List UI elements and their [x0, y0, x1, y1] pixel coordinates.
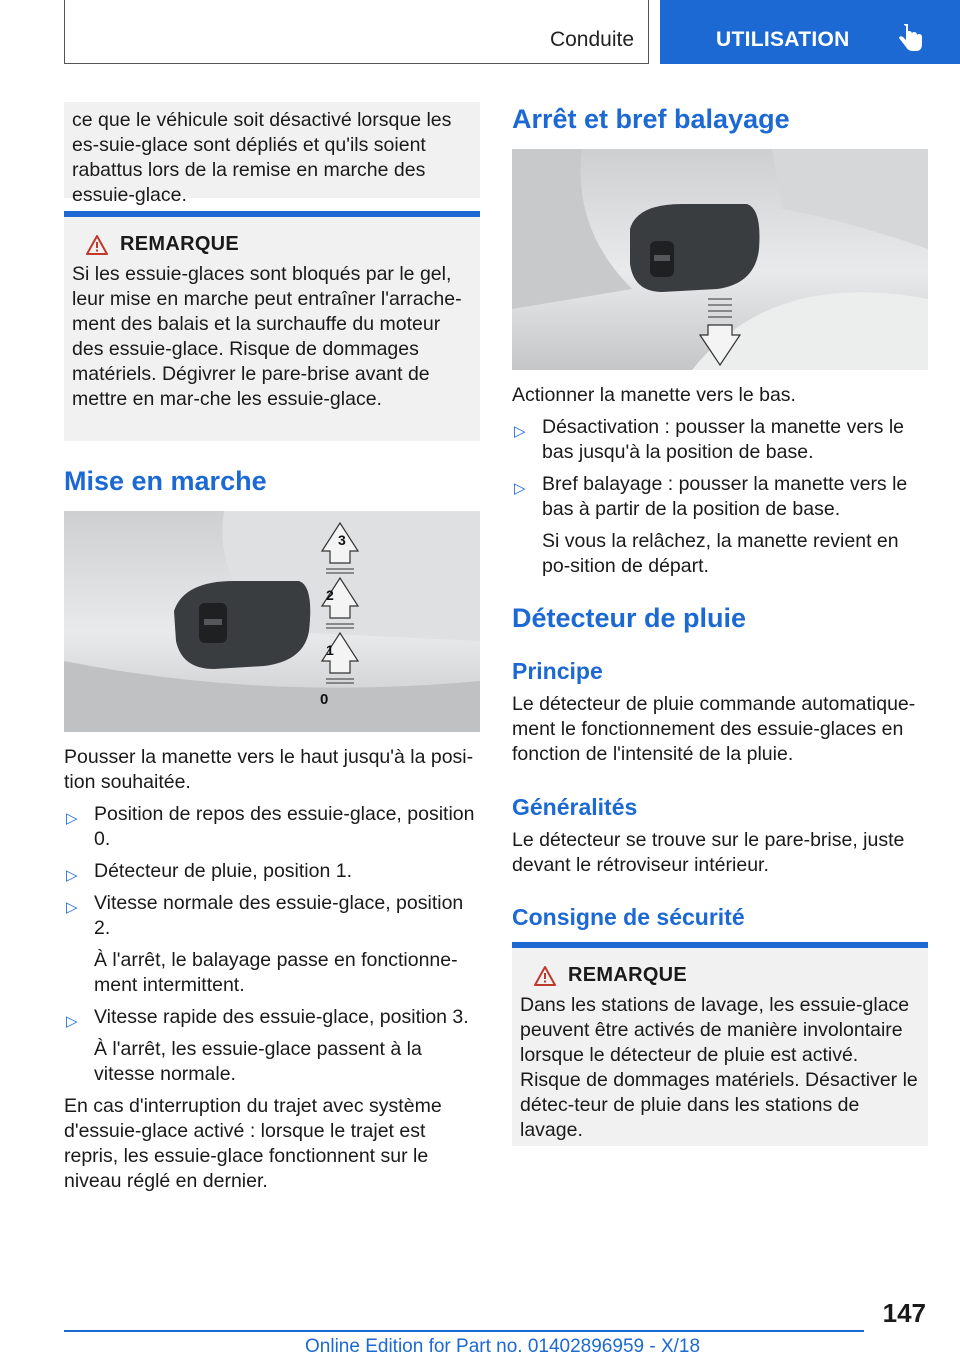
warning-text: Dans les stations de lavage, les essuie-glace peuvent être activés de manière involontaire lorsque le détecteur de pluie est activé. Risque de dommages matériels. Désactiver le détec-teur de pluie dans les stations de lavage. [520, 994, 918, 1141]
figure-wiper-lever-down [512, 149, 928, 370]
list-item-subtext: Si vous la relâchez, la manette revient en po-sition de départ. [542, 530, 899, 577]
list-item-text: Bref balayage : pousser la manette vers le bas à partir de la position de base. [542, 473, 908, 520]
note-continuation-box [64, 102, 480, 206]
note-continuation-text: ce que le véhicule soit désactivé lorsque les es-suie-glace sont dépliés et qu'ils soient rabattus lors de la remise en marche des essuie-glace. [72, 109, 452, 206]
list-item-text: Désactivation : pousser la manette vers le bas jusqu'à la position de base. [542, 416, 905, 463]
list-item [64, 859, 480, 884]
heading-generalites: Généralités [512, 794, 638, 820]
list-item-text: Détecteur de pluie, position 1. [94, 860, 352, 882]
pointing-hand-icon [898, 24, 924, 54]
warning-title-row [72, 233, 472, 256]
list-item [64, 802, 480, 852]
wiper-lever-down-illustration [512, 149, 928, 370]
list-item [64, 891, 480, 998]
generalites-text: Le détecteur se trouve sur le pare-brise, juste devant le rétroviseur intérieur. [512, 829, 905, 876]
arret-body [512, 383, 928, 586]
mise-intro-text: Pousser la manette vers le haut jusqu'à la posi-tion souhaitée. [64, 746, 474, 793]
warning-title-row [520, 964, 920, 987]
figure-wiper-lever-up [64, 511, 480, 732]
figure-label-0: 0 [320, 691, 329, 708]
mise-outro-text: En cas d'interruption du trajet avec système d'essuie-glace activé : lorsque le trajet est repris, les essuie-glace fonctionnent sur le niveau réglé en dernier. [64, 1095, 442, 1192]
triangle-bullet-icon: ▷ [514, 423, 526, 440]
header-section-label: Conduite [549, 28, 634, 51]
page-number: 147 [882, 1298, 926, 1328]
figure-label-2: 2 [326, 587, 334, 603]
list-item-text: Position de repos des essuie-glace, position 0. [94, 803, 475, 850]
header-section-tab [64, 0, 649, 64]
warning-triangle-icon [86, 234, 108, 256]
heading-consigne-securite: Consigne de sécurité [512, 904, 745, 930]
wiper-lever-illustration [64, 511, 480, 732]
list-item-subtext: À l'arrêt, les essuie-glace passent à la vitesse normale. [94, 1038, 422, 1085]
mise-positions-list [64, 802, 480, 1087]
heading-arret-bref-balayage: Arrêt et bref balayage [512, 104, 790, 134]
list-item-subtext: À l'arrêt, le balayage passe en fonctionne-ment intermittent. [94, 949, 458, 996]
figure-label-1: 1 [326, 642, 334, 658]
header-chapter-tab [660, 0, 960, 64]
triangle-bullet-icon: ▷ [66, 899, 78, 916]
warning-title: REMARQUE [568, 964, 688, 986]
warning-triangle-icon [534, 965, 556, 987]
list-item-text: Vitesse normale des essuie-glace, position 2. [94, 892, 464, 939]
list-item [512, 415, 928, 465]
arret-intro-text: Actionner la manette vers le bas. [512, 384, 796, 406]
principe-text: Le détecteur de pluie commande automatique-ment le fonctionnement des essuie-glaces en fonction de l'intensité de la pluie. [512, 693, 916, 765]
triangle-bullet-icon: ▷ [66, 810, 78, 827]
warning-text: Si les essuie-glaces sont bloqués par le gel, leur mise en marche peut entraîner l'arrache-ment des balais et la surchauffe du moteur des essuie-glace. Risque de dommages matériels. Dégivrer le pare-brise avant de mettre en mar-che les essuie-glace. [72, 263, 462, 410]
list-item [64, 1005, 480, 1087]
footer-edition-text: Online Edition for Part no. 01402896959 - X/18 [305, 1336, 701, 1357]
warning-box-car-wash [512, 942, 928, 1146]
triangle-bullet-icon: ▷ [66, 867, 78, 884]
mise-en-marche-body [64, 745, 480, 1194]
heading-principe: Principe [512, 658, 603, 684]
arret-list [512, 415, 928, 579]
heading-detecteur-de-pluie: Détecteur de pluie [512, 603, 747, 633]
figure-label-3: 3 [338, 532, 346, 548]
warning-box-frost [64, 211, 480, 441]
heading-mise-en-marche: Mise en marche [64, 466, 267, 496]
warning-title: REMARQUE [120, 233, 240, 255]
triangle-bullet-icon: ▷ [66, 1013, 78, 1030]
footer-divider [64, 1330, 864, 1332]
triangle-bullet-icon: ▷ [514, 480, 526, 497]
list-item [512, 472, 928, 579]
list-item-text: Vitesse rapide des essuie-glace, position 3. [94, 1006, 469, 1028]
header-chapter-label: UTILISATION [716, 28, 850, 51]
